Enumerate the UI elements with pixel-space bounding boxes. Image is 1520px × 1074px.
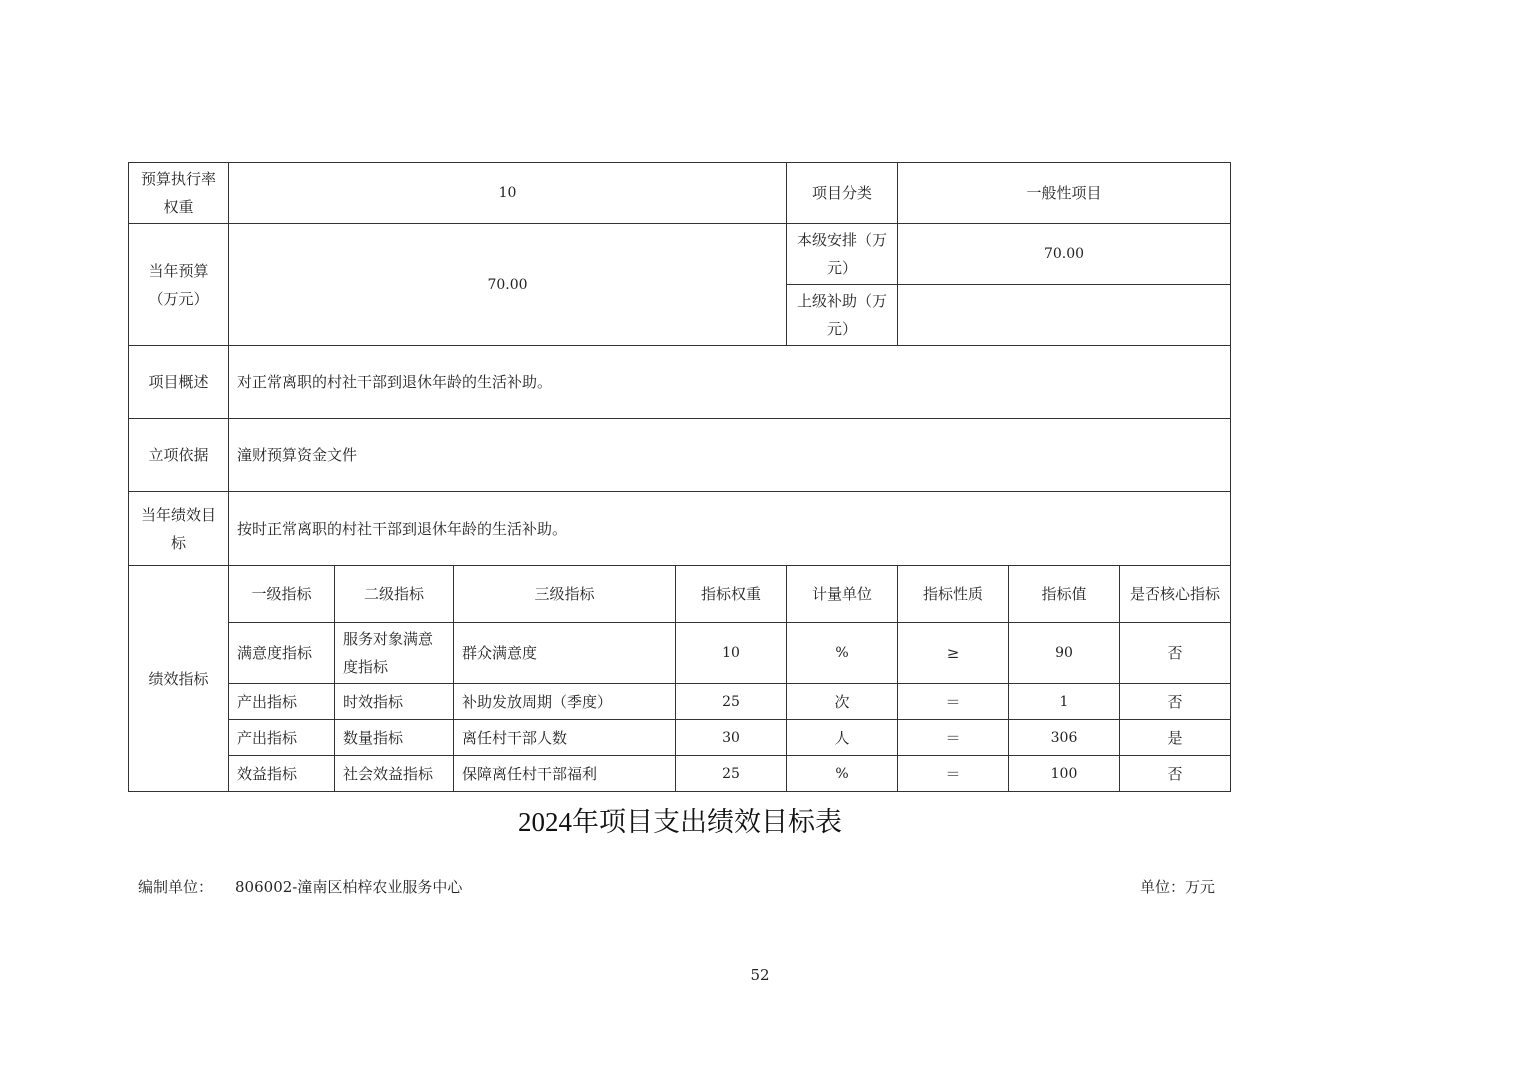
basis-label: 立项依据 (129, 419, 229, 492)
value-cell: 306 (1009, 720, 1120, 756)
header-weight: 指标权重 (676, 566, 787, 623)
nature-cell: ＝ (898, 720, 1009, 756)
level1-cell: 满意度指标 (229, 623, 335, 684)
nature-cell: ＝ (898, 756, 1009, 792)
value-cell: 100 (1009, 756, 1120, 792)
core-cell: 否 (1120, 623, 1231, 684)
local-budget-label: 本级安排（万元） (787, 224, 898, 285)
category-label: 项目分类 (787, 163, 898, 224)
core-cell: 是 (1120, 720, 1231, 756)
nature-cell: ＝ (898, 684, 1009, 720)
level2-cell: 服务对象满意度指标 (335, 623, 454, 684)
performance-form (128, 162, 1230, 792)
level2-cell: 时效指标 (335, 684, 454, 720)
unit-cell: % (787, 756, 898, 792)
basis-text: 潼财预算资金文件 (229, 419, 1231, 492)
weight-cell: 30 (676, 720, 787, 756)
table-row (129, 623, 1231, 684)
weight-cell: 10 (676, 623, 787, 684)
category-value: 一般性项目 (898, 163, 1231, 224)
level1-cell: 产出指标 (229, 684, 335, 720)
annual-budget-label: 当年预算（万元） (129, 224, 229, 346)
header-unit: 计量单位 (787, 566, 898, 623)
upper-subsidy-value (898, 285, 1231, 346)
local-budget-value: 70.00 (898, 224, 1231, 285)
level3-cell: 补助发放周期（季度） (454, 684, 676, 720)
level1-cell: 产出指标 (229, 720, 335, 756)
unit-cell: 人 (787, 720, 898, 756)
unit-cell: 次 (787, 684, 898, 720)
header-value: 指标值 (1009, 566, 1120, 623)
overview-text: 对正常离职的村社干部到退休年龄的生活补助。 (229, 346, 1231, 419)
goal-label: 当年绩效目标 (129, 492, 229, 566)
execution-weight-value: 10 (229, 163, 787, 224)
indicators-section-label: 绩效指标 (129, 566, 229, 792)
weight-cell: 25 (676, 756, 787, 792)
page-title: 2024年项目支出绩效目标表 (518, 807, 842, 837)
page-number: 52 (750, 966, 770, 984)
level2-cell: 数量指标 (335, 720, 454, 756)
unit-cell: % (787, 623, 898, 684)
form-table (128, 162, 1231, 792)
level3-cell: 群众满意度 (454, 623, 676, 684)
overview-label: 项目概述 (129, 346, 229, 419)
value-cell: 90 (1009, 623, 1120, 684)
weight-cell: 25 (676, 684, 787, 720)
table-row (129, 720, 1231, 756)
core-cell: 否 (1120, 684, 1231, 720)
level3-cell: 离任村干部人数 (454, 720, 676, 756)
header-level3: 三级指标 (454, 566, 676, 623)
upper-subsidy-label: 上级补助（万元） (787, 285, 898, 346)
annual-budget-value: 70.00 (229, 224, 787, 346)
nature-cell: ≥ (898, 623, 1009, 684)
header-level2: 二级指标 (335, 566, 454, 623)
org-value: 806002-潼南区柏梓农业服务中心 (235, 878, 463, 896)
level1-cell: 效益指标 (229, 756, 335, 792)
core-cell: 否 (1120, 756, 1231, 792)
execution-weight-label: 预算执行率权重 (129, 163, 229, 224)
org-label: 编制单位： (138, 878, 214, 896)
indicator-header-row (129, 566, 1231, 623)
table-row (129, 756, 1231, 792)
header-nature: 指标性质 (898, 566, 1009, 623)
org-info (138, 876, 462, 897)
level2-cell: 社会效益指标 (335, 756, 454, 792)
header-core: 是否核心指标 (1120, 566, 1231, 623)
level3-cell: 保障离任村干部福利 (454, 756, 676, 792)
unit-label: 单位：万元 (1140, 878, 1216, 896)
table-row (129, 684, 1231, 720)
goal-text: 按时正常离职的村社干部到退休年龄的生活补助。 (229, 492, 1231, 566)
header-level1: 一级指标 (229, 566, 335, 623)
value-cell: 1 (1009, 684, 1120, 720)
